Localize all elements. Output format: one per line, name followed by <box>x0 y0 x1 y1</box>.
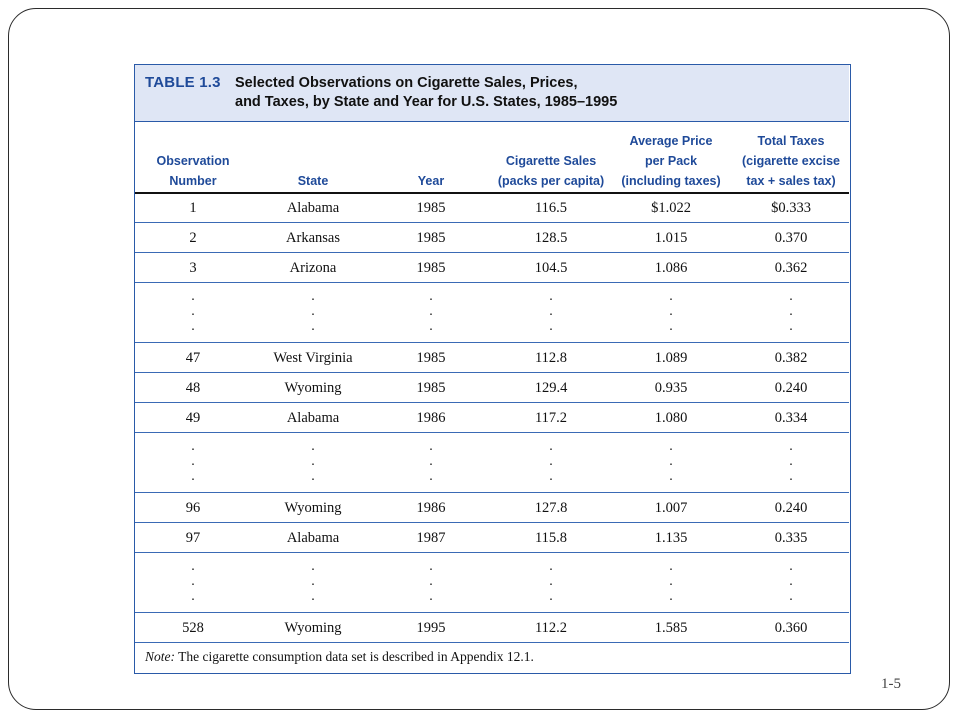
cell-average-price: 1.007 <box>654 500 688 516</box>
cell-average-price: 1.585 <box>654 620 688 636</box>
note-text: The cigarette consumption data set is described in Appendix 12.1. <box>175 649 534 664</box>
cell-cigarette-sales: 117.2 <box>534 410 568 426</box>
ellipsis-dots: . . . <box>429 289 433 334</box>
cell-observation-number: 1 <box>189 200 197 216</box>
column-header-cigarette-sales <box>489 127 613 191</box>
cell-average-price: 0.935 <box>654 380 688 396</box>
ellipsis-row <box>135 283 849 343</box>
table-row <box>135 613 849 643</box>
table-title-line-1: Selected Observations on Cigarette Sales, Prices, <box>235 75 578 91</box>
cell-average-price: 1.089 <box>654 350 688 366</box>
table-row <box>135 253 849 283</box>
cell-year: 1985 <box>416 200 446 216</box>
cell-cigarette-sales: 104.5 <box>534 260 568 276</box>
table-row <box>135 493 849 523</box>
ellipsis-dots: . . . <box>789 289 793 334</box>
table-body <box>135 193 849 643</box>
cell-total-taxes: 0.335 <box>774 530 808 546</box>
cell-cigarette-sales: 112.2 <box>534 620 568 636</box>
cell-observation-number: 528 <box>182 620 204 636</box>
column-header-line: Average Price <box>629 134 713 148</box>
cell-state: Wyoming <box>284 620 342 636</box>
ellipsis-dots: . . . <box>311 289 315 334</box>
cell-average-price: 1.080 <box>654 410 688 426</box>
table-row <box>135 403 849 433</box>
cell-year: 1985 <box>416 230 446 246</box>
cell-total-taxes: $0.333 <box>771 200 811 216</box>
cell-state: Alabama <box>286 200 340 216</box>
table-title-line-2: and Taxes, by State and Year for U.S. States, 1985–1995 <box>235 94 618 110</box>
cell-state: Arizona <box>289 260 337 276</box>
column-header-average-price <box>615 127 727 191</box>
ellipsis-dots: . . . <box>191 559 195 604</box>
column-header-total-taxes <box>735 127 847 191</box>
cell-observation-number: 48 <box>185 380 201 396</box>
ellipsis-dots: . . . <box>549 289 553 334</box>
cell-average-price: 1.086 <box>654 260 688 276</box>
table-title <box>235 74 617 112</box>
column-header-state <box>263 127 363 191</box>
ellipsis-dots: . . . <box>311 439 315 484</box>
ellipsis-dots: . . . <box>789 439 793 484</box>
cell-state: Wyoming <box>284 380 342 396</box>
cell-total-taxes: 0.240 <box>774 380 808 396</box>
ellipsis-dots: . . . <box>669 559 673 604</box>
cell-state: Alabama <box>286 410 340 426</box>
cell-year: 1986 <box>416 410 446 426</box>
table-row <box>135 343 849 373</box>
cell-year: 1987 <box>416 530 446 546</box>
cell-observation-number: 49 <box>185 410 201 426</box>
cell-cigarette-sales: 127.8 <box>534 500 568 516</box>
cell-year: 1995 <box>416 620 446 636</box>
ellipsis-dots: . . . <box>191 289 195 334</box>
cell-average-price: 1.015 <box>654 230 688 246</box>
cell-cigarette-sales: 112.8 <box>534 350 568 366</box>
column-header-line: tax + sales tax) <box>746 174 836 188</box>
column-header-line: Cigarette Sales <box>505 154 597 168</box>
cell-year: 1986 <box>416 500 446 516</box>
ellipsis-row <box>135 433 849 493</box>
cell-total-taxes: 0.240 <box>774 500 808 516</box>
ellipsis-dots: . . . <box>669 289 673 334</box>
column-header-line: (including taxes) <box>621 174 721 188</box>
cell-year: 1985 <box>416 350 446 366</box>
column-header-year <box>393 127 469 191</box>
cell-cigarette-sales: 115.8 <box>534 530 568 546</box>
cell-cigarette-sales: 116.5 <box>534 200 568 216</box>
ellipsis-dots: . . . <box>311 559 315 604</box>
ellipsis-dots: . . . <box>429 559 433 604</box>
cell-observation-number: 47 <box>185 350 201 366</box>
cell-year: 1985 <box>416 380 446 396</box>
column-header-observation-number <box>143 127 243 191</box>
column-header-line: (cigarette excise <box>742 154 840 168</box>
cell-total-taxes: 0.360 <box>774 620 808 636</box>
ellipsis-dots: . . . <box>549 439 553 484</box>
ellipsis-dots: . . . <box>549 559 553 604</box>
cell-total-taxes: 0.382 <box>774 350 808 366</box>
table-row <box>135 193 849 223</box>
cell-total-taxes: 0.362 <box>774 260 808 276</box>
table-caption <box>135 65 849 122</box>
cell-state: West Virginia <box>273 350 353 366</box>
ellipsis-dots: . . . <box>789 559 793 604</box>
cell-observation-number: 3 <box>189 260 197 276</box>
column-header-line: (packs per capita) <box>497 174 605 188</box>
ellipsis-dots: . . . <box>191 439 195 484</box>
ellipsis-row <box>135 553 849 613</box>
cell-cigarette-sales: 128.5 <box>534 230 568 246</box>
table-row <box>135 523 849 553</box>
column-header-line: State <box>297 174 329 188</box>
cell-state: Arkansas <box>286 230 340 246</box>
column-header-line: Year <box>417 174 445 188</box>
cell-observation-number: 2 <box>189 230 197 246</box>
table-row <box>135 373 849 403</box>
cell-state: Alabama <box>286 530 340 546</box>
cell-total-taxes: 0.334 <box>774 410 808 426</box>
note-label: Note: <box>145 649 175 664</box>
cell-state: Wyoming <box>284 500 342 516</box>
table-label: TABLE 1.3 <box>145 74 221 91</box>
cell-year: 1985 <box>416 260 446 276</box>
column-header-line: Number <box>169 174 217 188</box>
column-header-line: Total Taxes <box>757 134 825 148</box>
ellipsis-dots: . . . <box>429 439 433 484</box>
cell-observation-number: 96 <box>185 500 201 516</box>
slide-frame <box>8 8 950 710</box>
cell-average-price: $1.022 <box>651 200 691 216</box>
table-note <box>145 649 534 665</box>
cell-total-taxes: 0.370 <box>774 230 808 246</box>
column-header-line: per Pack <box>644 154 698 168</box>
table-row <box>135 223 849 253</box>
page-number: 1-5 <box>881 676 901 692</box>
column-header-line: Observation <box>156 154 230 168</box>
ellipsis-dots: . . . <box>669 439 673 484</box>
cell-observation-number: 97 <box>185 530 201 546</box>
cell-average-price: 1.135 <box>654 530 688 546</box>
cell-cigarette-sales: 129.4 <box>534 380 568 396</box>
table-1-3 <box>134 64 851 674</box>
